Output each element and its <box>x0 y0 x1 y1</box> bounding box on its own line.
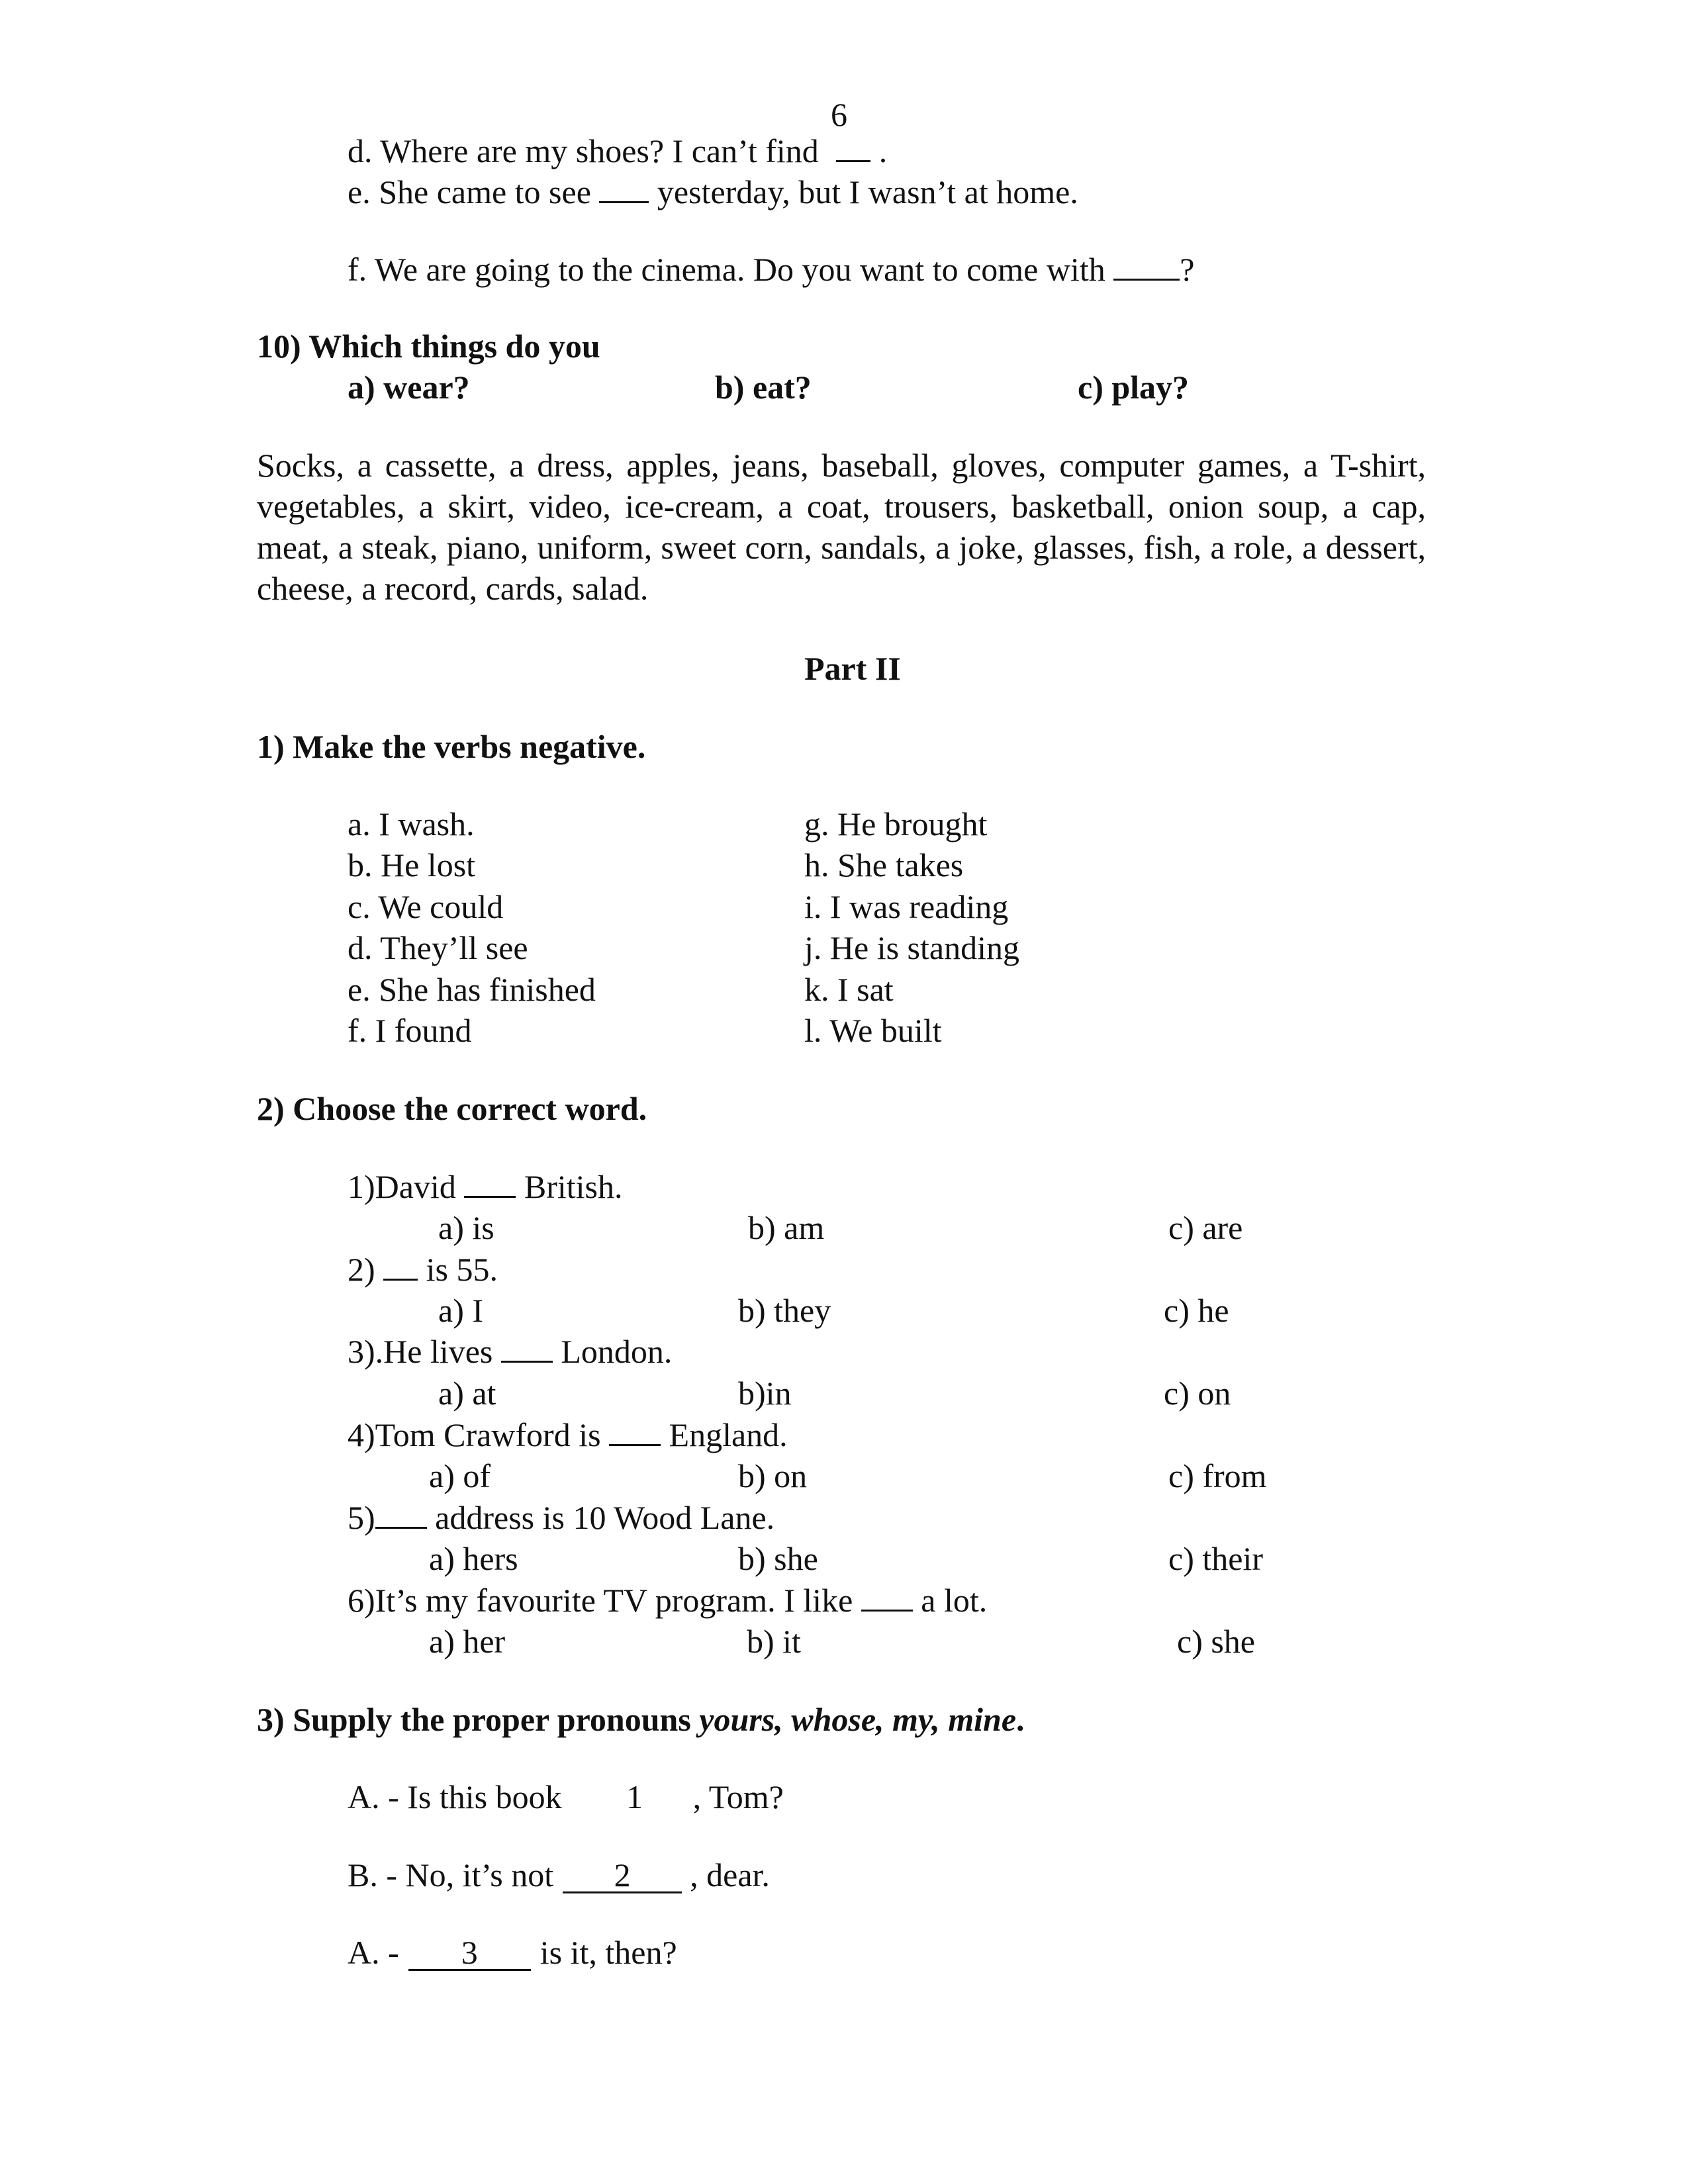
exercise-9-item-e: e. She came to see yesterday, but I wasn’t at home. <box>348 173 1078 210</box>
exercise-3-line-a2: A. - 3 is it, then? <box>348 1934 677 1971</box>
exercise-2-option[interactable]: c) he <box>1164 1292 1229 1329</box>
exercise-2-question-2: 2) is 55. <box>348 1251 498 1288</box>
exercise-3-line-b: B. - No, it’s not 2 , dear. <box>348 1856 770 1893</box>
exercise-2-option[interactable]: b) am <box>748 1209 825 1246</box>
answer-blank[interactable]: 2 <box>563 1858 682 1893</box>
exercise-1-item: l. We built <box>804 1012 942 1049</box>
exercise-2-option[interactable]: a) is <box>438 1209 494 1246</box>
exercise-2-option[interactable]: b) they <box>738 1292 831 1329</box>
page-number: 6 <box>831 96 847 133</box>
exercise-10-option-a: a) wear? <box>348 369 470 406</box>
answer-blank[interactable] <box>836 136 870 162</box>
exercise-2-option[interactable]: c) are <box>1168 1209 1243 1246</box>
exercise-1-item: k. I sat <box>804 971 894 1008</box>
exercise-2-option[interactable]: a) of <box>429 1457 491 1494</box>
answer-blank[interactable] <box>861 1586 913 1612</box>
exercise-2-option[interactable]: a) at <box>438 1375 496 1412</box>
exercise-9-item-f: f. We are going to the cinema. Do you want to come with ? <box>348 251 1195 288</box>
exercise-1-title: 1) Make the verbs negative. <box>257 728 646 765</box>
answer-blank[interactable] <box>501 1337 553 1363</box>
exercise-9-item-d: d. Where are my shoes? I can’t find . <box>348 132 888 169</box>
exercise-10-option-b: b) eat? <box>715 369 812 406</box>
exercise-2-option[interactable]: a) hers <box>429 1540 518 1577</box>
exercise-2-option[interactable]: c) on <box>1164 1375 1231 1412</box>
exercise-2-option[interactable]: b) on <box>738 1457 808 1494</box>
exercise-2-title: 2) Choose the correct word. <box>257 1090 647 1127</box>
answer-blank[interactable]: 1 <box>626 1778 643 1815</box>
exercise-2-question-1: 1)David British. <box>348 1168 623 1205</box>
exercise-2-option[interactable]: c) their <box>1168 1540 1263 1577</box>
exercise-2-option[interactable]: b)in <box>738 1375 792 1412</box>
answer-blank[interactable] <box>599 177 649 203</box>
answer-blank[interactable] <box>464 1172 516 1198</box>
exercise-3-title: 3) Supply the proper pronouns yours, whose, my, mine. <box>257 1701 1025 1738</box>
exercise-1-item: b. He lost <box>348 846 476 884</box>
exercise-2-option[interactable]: a) her <box>429 1623 506 1660</box>
answer-blank[interactable] <box>375 1503 427 1529</box>
exercise-1-item: h. She takes <box>804 846 964 884</box>
exercise-2-question-5: 5) address is 10 Wood Lane. <box>348 1499 775 1536</box>
exercise-2-option[interactable]: c) from <box>1168 1457 1267 1494</box>
exercise-3-line-a1: A. - Is this book 1 , Tom? <box>348 1778 784 1815</box>
exercise-2-option[interactable]: a) I <box>438 1292 483 1329</box>
exercise-10-option-c: c) play? <box>1078 369 1190 406</box>
answer-blank[interactable] <box>609 1420 661 1446</box>
exercise-2-question-6: 6)It’s my favourite TV program. I like a lot. <box>348 1582 988 1619</box>
answer-blank[interactable]: 3 <box>408 1936 531 1971</box>
exercise-1-item: c. We could <box>348 888 504 925</box>
exercise-2-option[interactable]: b) she <box>738 1540 818 1577</box>
answer-blank[interactable] <box>1113 255 1180 281</box>
exercise-1-item: j. He is standing <box>804 929 1019 966</box>
exercise-10-title: 10) Which things do you <box>257 328 600 365</box>
exercise-1-item: g. He brought <box>804 805 988 842</box>
exercise-10-word-list: Socks, a cassette, a dress, apples, jeans, baseball, gloves, computer games, a T-shirt, vegetables, a skirt, video, ice-cream, a coat, trousers, basketball, onion soup, a cap, meat, a steak, piano, uniform, sweet corn, sandals, a joke, glasses, fish, a role, a dessert, cheese, a record, cards, salad. <box>257 447 1426 607</box>
exercise-2-option[interactable]: c) she <box>1177 1623 1255 1660</box>
exercise-2-option[interactable]: b) it <box>747 1623 801 1660</box>
exercise-1-item: d. They’ll see <box>348 929 528 966</box>
exercise-1-item: a. I wash. <box>348 805 475 842</box>
exercise-1-item: e. She has finished <box>348 971 596 1008</box>
exercise-2-question-3: 3).He lives London. <box>348 1333 673 1370</box>
answer-blank[interactable] <box>383 1255 418 1281</box>
part-title: Part II <box>804 650 901 687</box>
exercise-2-question-4: 4)Tom Crawford is England. <box>348 1416 788 1453</box>
exercise-1-item: f. I found <box>348 1012 472 1049</box>
exercise-1-item: i. I was reading <box>804 888 1009 925</box>
